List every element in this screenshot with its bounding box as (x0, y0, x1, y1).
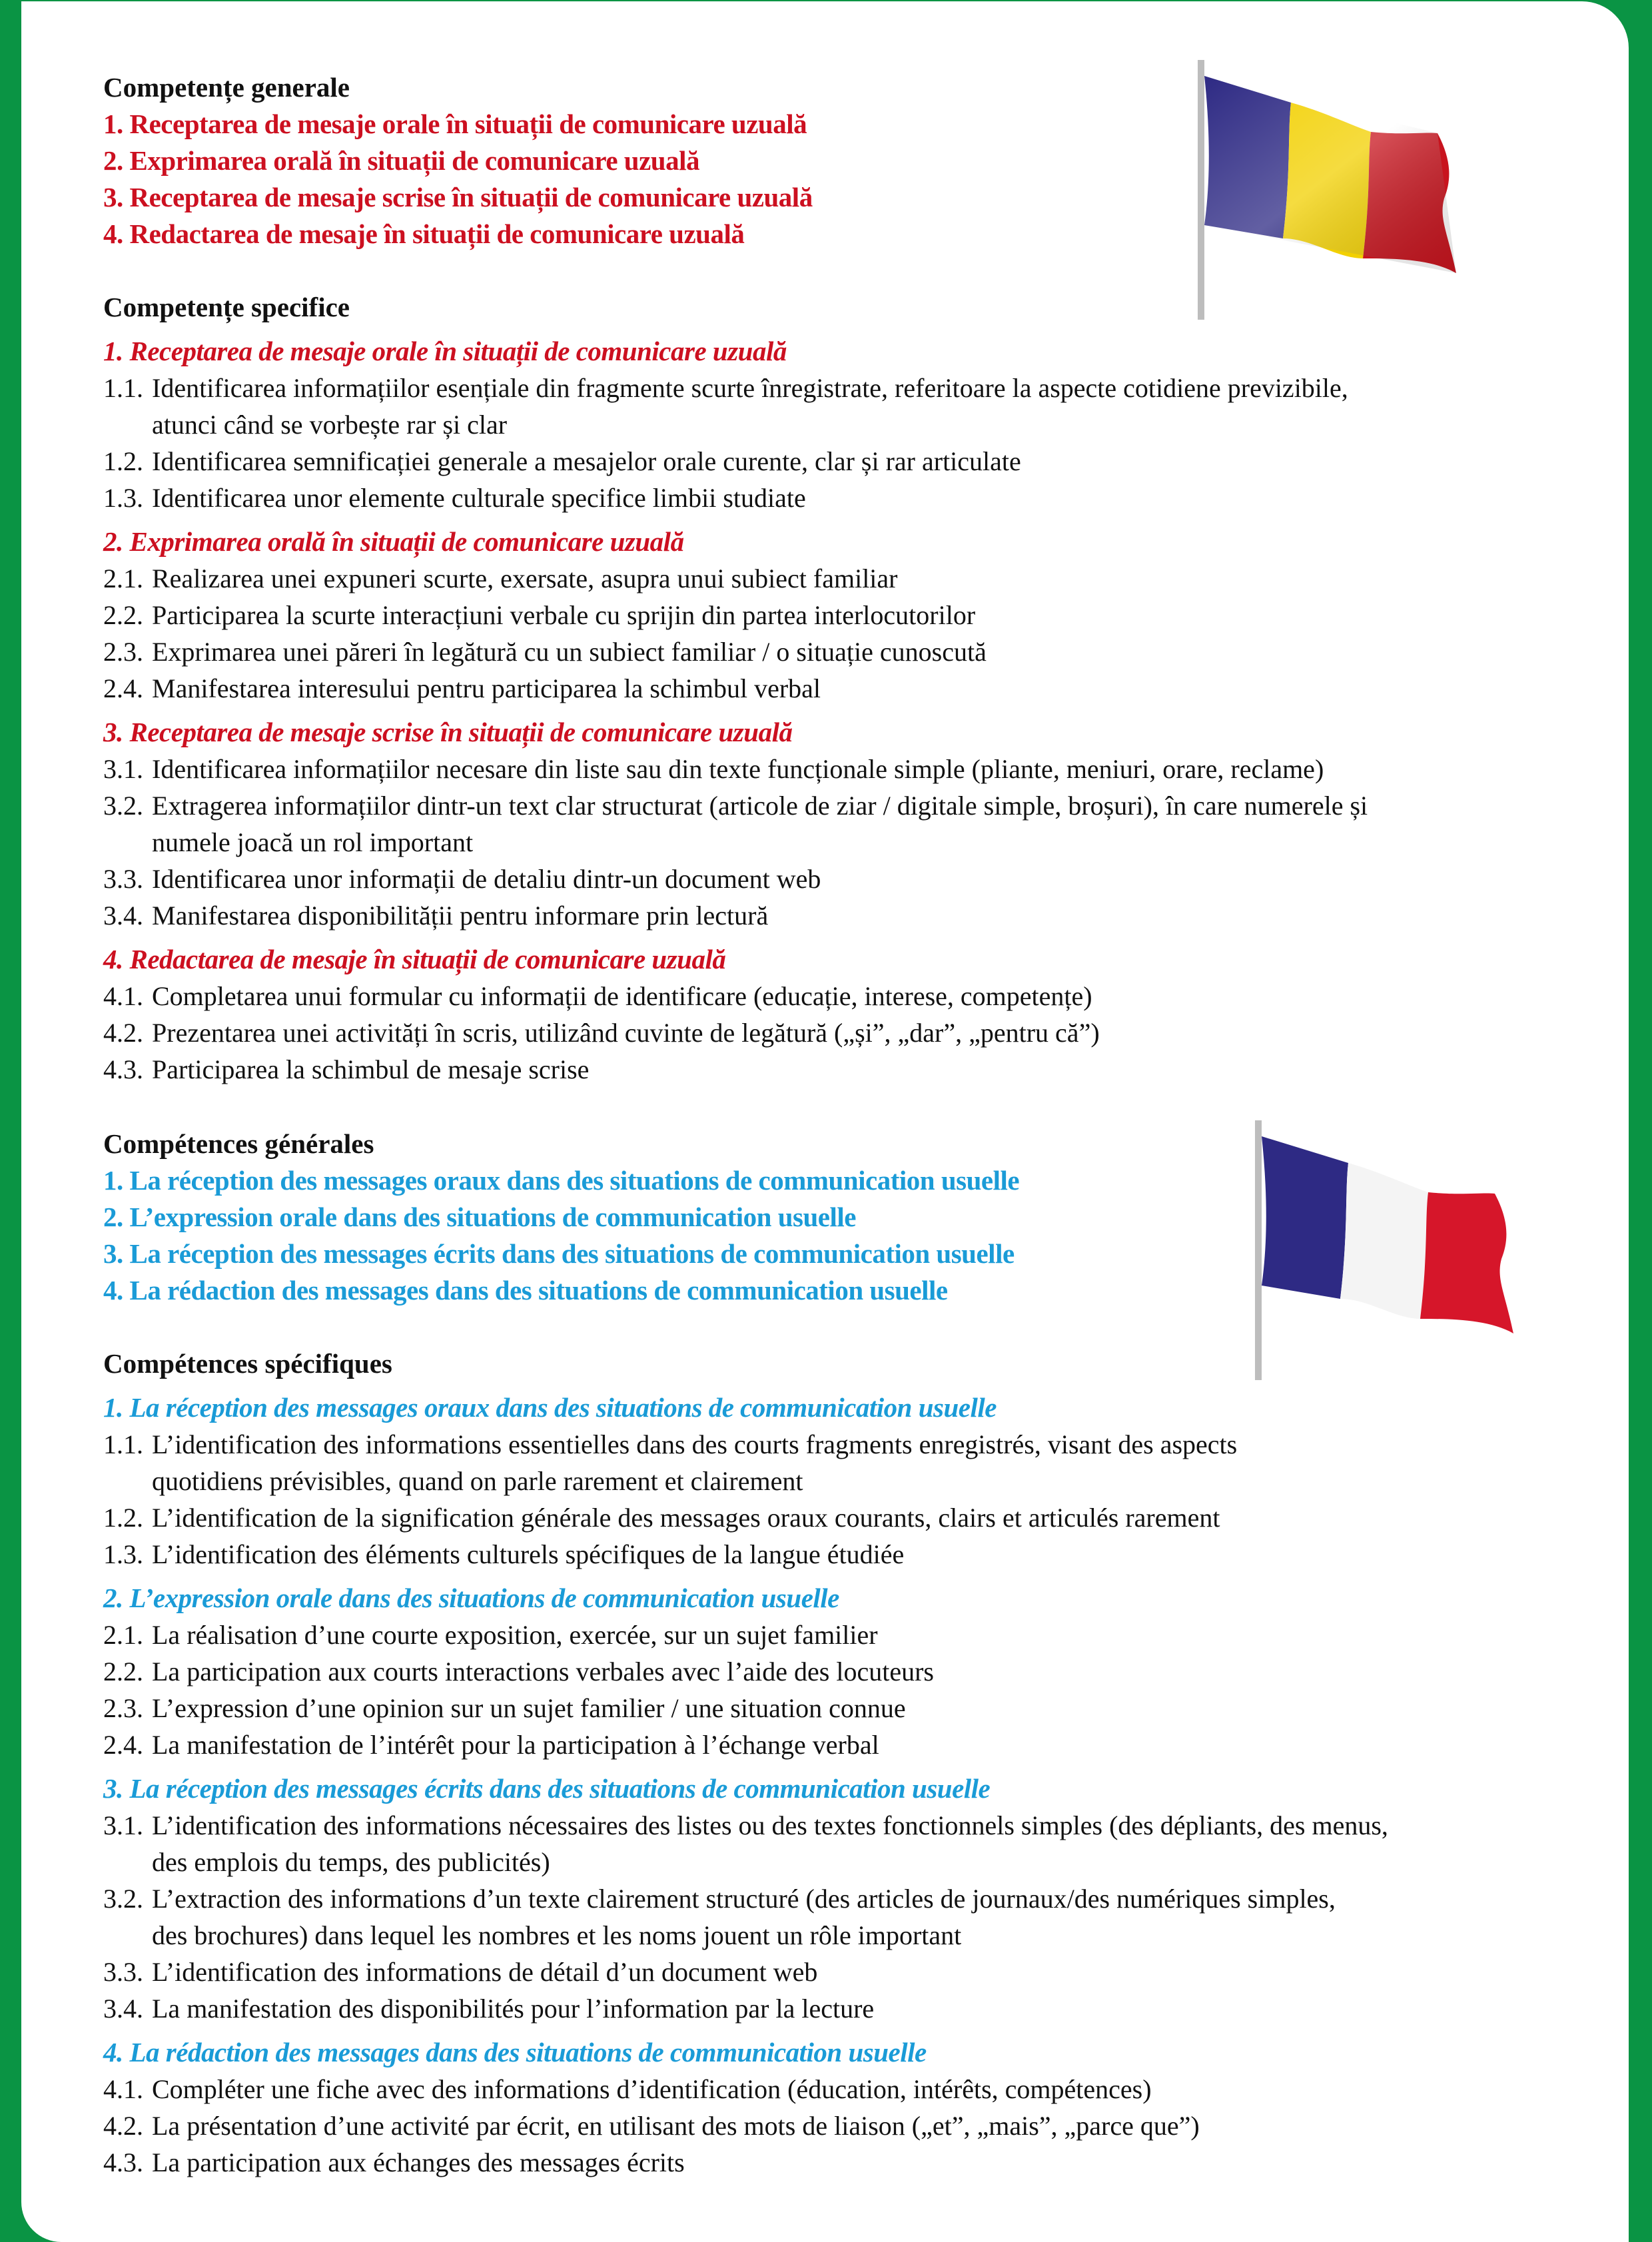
item-number: 3.4. (103, 1994, 143, 2024)
item-text: La présentation d’une activité par écrit, en utilisant des mots de liaison („et”, „mais”, „parce que”) (152, 2111, 1200, 2141)
item-text: Identificarea semnificației generale a mesajelor orale curente, clar și rar articulate (152, 446, 1021, 476)
specific-competence-item (103, 787, 1569, 824)
item-text: La réalisation d’une courte exposition, exercée, sur un sujet familier (152, 1620, 878, 1650)
item-number: 4.3. (103, 2147, 143, 2177)
general-competence-item: 3. Receptarea de mesaje scrise în situații de comunicare uzuală (103, 182, 813, 212)
competence-group-heading: 3. Receptarea de mesaje scrise în situații de comunicare uzuală (103, 717, 793, 747)
specific-competence-item (103, 1690, 1569, 1726)
general-competence-item: 2. Exprimarea orală în situații de comunicare uzuală (103, 145, 699, 176)
general-competence-item: 1. La réception des messages oraux dans des situations de communication usuelle (103, 1165, 1020, 1196)
item-number: 3.3. (103, 1957, 143, 1987)
item-number: 2.2. (103, 600, 143, 630)
item-number: 2.3. (103, 1693, 143, 1723)
specific-competence-item (103, 1726, 1569, 1763)
item-number: 2.1. (103, 563, 143, 593)
item-number: 4.3. (103, 1054, 143, 1084)
item-text: Identificarea unor informații de detaliu dintr-un document web (152, 864, 821, 894)
specific-competence-item (103, 443, 1569, 480)
item-text: L’expression d’une opinion sur un sujet familier / une situation connue (152, 1693, 906, 1723)
item-number: 2.3. (103, 637, 143, 667)
item-number: 2.2. (103, 1657, 143, 1686)
item-text: atunci când se vorbește rar și clar (152, 410, 508, 440)
item-text: Extragerea informațiilor dintr-un text clar structurat (articole de ziar / digitale simple, broșuri), în care numerele și (152, 791, 1368, 821)
specific-competence-item (103, 2071, 1569, 2107)
competence-group-heading: 1. La réception des messages oraux dans des situations de communication usuelle (103, 1392, 997, 1423)
item-number: 3.1. (103, 754, 143, 784)
specific-competence-item (103, 1954, 1569, 1990)
item-number: 1.3. (103, 1539, 143, 1569)
competence-group-heading: 4. Redactarea de mesaje în situații de comunicare uzuală (103, 944, 726, 974)
spacer (103, 1309, 1569, 1345)
section-fr (103, 1088, 1569, 2181)
item-text: L’identification des informations de détail d’un document web (152, 1957, 818, 1987)
spacer (103, 252, 1569, 289)
specific-competences-title: Compétences spécifiques (103, 1348, 392, 1379)
specific-competence-item (103, 1990, 1569, 2027)
item-text: Manifestarea disponibilității pentru informare prin lectură (152, 901, 769, 931)
specific-competence-item (103, 1499, 1569, 1536)
specific-competence-item-continuation (103, 1463, 1569, 1499)
item-number: 4.2. (103, 1018, 143, 1048)
item-number: 2.4. (103, 1730, 143, 1760)
item-number: 3.2. (103, 1884, 143, 1914)
item-text: Completarea unui formular cu informații de identificare (educație, interese, competențe) (152, 981, 1092, 1011)
specific-competence-item (103, 480, 1569, 516)
section-spacer (103, 1088, 1569, 1126)
general-competence-item: 3. La réception des messages écrits dans des situations de communication usuelle (103, 1238, 1015, 1269)
item-text: Identificarea unor elemente culturale specifice limbii studiate (152, 483, 806, 513)
general-competence-item: 4. Redactarea de mesaje în situații de comunicare uzuală (103, 218, 745, 249)
specific-competence-item (103, 370, 1569, 406)
item-number: 3.4. (103, 901, 143, 931)
specific-competence-item (103, 1014, 1569, 1051)
specific-competence-item (103, 978, 1569, 1014)
item-text: Participarea la scurte interacțiuni verbale cu sprijin din partea interlocutorilor (152, 600, 976, 630)
item-text: L’identification des informations nécessaires des listes ou des textes fonctionnels simples (des dépliants, des menus, (152, 1810, 1388, 1840)
general-competence-item: 1. Receptarea de mesaje orale în situații de comunicare uzuală (103, 109, 807, 139)
specific-competence-item (103, 1051, 1569, 1088)
specific-competence-item (103, 897, 1569, 934)
specific-competence-item (103, 1426, 1569, 1463)
item-text: La manifestation des disponibilités pour l’information par la lecture (152, 1994, 875, 2024)
item-text: L’identification des éléments culturels spécifiques de la langue étudiée (152, 1539, 905, 1569)
item-text: La participation aux échanges des messages écrits (152, 2147, 685, 2177)
competence-group-heading: 1. Receptarea de mesaje orale în situații de comunicare uzuală (103, 336, 787, 366)
specific-competence-item (103, 597, 1569, 633)
specific-competence-item (103, 1536, 1569, 1573)
item-number: 3.1. (103, 1810, 143, 1840)
specific-competence-item (103, 1807, 1569, 1844)
item-number: 3.3. (103, 864, 143, 894)
general-competences-title: Competențe generale (103, 72, 350, 103)
item-number: 4.1. (103, 2074, 143, 2104)
item-text: quotidiens prévisibles, quand on parle rarement et clairement (152, 1466, 803, 1496)
specific-competences-title: Competențe specifice (103, 292, 350, 322)
item-number: 3.2. (103, 791, 143, 821)
item-number: 1.2. (103, 446, 143, 476)
item-text: des brochures) dans lequel les nombres et les noms jouent un rôle important (152, 1920, 962, 1950)
item-text: Exprimarea unei păreri în legătură cu un subiect familiar / o situație cunoscută (152, 637, 987, 667)
specific-competence-item-continuation (103, 1844, 1569, 1880)
competence-group-heading: 3. La réception des messages écrits dans des situations de communication usuelle (103, 1773, 991, 1804)
item-number: 1.1. (103, 373, 143, 403)
competences-document (103, 69, 1569, 2181)
competence-group-heading: 2. Exprimarea orală în situații de comunicare uzuală (103, 526, 684, 557)
item-text: La manifestation de l’intérêt pour la participation à l’échange verbal (152, 1730, 879, 1760)
specific-competence-item-continuation (103, 824, 1569, 861)
item-text: La participation aux courts interactions verbales avec l’aide des locuteurs (152, 1657, 934, 1686)
item-number: 2.1. (103, 1620, 143, 1650)
general-competences-title: Compétences générales (103, 1128, 374, 1159)
specific-competence-item (103, 1880, 1569, 1917)
item-number: 2.4. (103, 673, 143, 703)
specific-competence-item-continuation (103, 406, 1569, 443)
general-competence-item: 2. L’expression orale dans des situations de communication usuelle (103, 1202, 856, 1232)
item-number: 1.1. (103, 1429, 143, 1459)
item-text: Realizarea unei expuneri scurte, exersate, asupra unui subiect familiar (152, 563, 898, 593)
specific-competence-item (103, 633, 1569, 670)
specific-competence-item (103, 1653, 1569, 1690)
specific-competence-item (103, 1617, 1569, 1653)
item-number: 4.2. (103, 2111, 143, 2141)
competence-group-heading: 4. La rédaction des messages dans des situations de communication usuelle (103, 2037, 927, 2067)
specific-competence-item (103, 751, 1569, 787)
item-number: 4.1. (103, 981, 143, 1011)
specific-competence-item-continuation (103, 1917, 1569, 1954)
specific-competence-item (103, 2144, 1569, 2181)
item-text: L’identification des informations essentielles dans des courts fragments enregistrés, visant des aspects (152, 1429, 1238, 1459)
item-number: 1.2. (103, 1503, 143, 1533)
item-text: L’identification de la signification générale des messages oraux courants, clairs et articulés rarement (152, 1503, 1220, 1533)
general-competence-item: 4. La rédaction des messages dans des situations de communication usuelle (103, 1275, 948, 1306)
item-text: Participarea la schimbul de mesaje scrise (152, 1054, 590, 1084)
item-number: 1.3. (103, 483, 143, 513)
specific-competence-item (103, 861, 1569, 897)
item-text: Prezentarea unei activități în scris, utilizând cuvinte de legătură („și”, „dar”, „pentru că”) (152, 1018, 1100, 1048)
specific-competence-item (103, 670, 1569, 707)
item-text: Manifestarea interesului pentru participarea la schimbul verbal (152, 673, 821, 703)
item-text: L’extraction des informations d’un texte clairement structuré (des articles de journaux/des numériques simples, (152, 1884, 1336, 1914)
specific-competence-item (103, 2107, 1569, 2144)
section-ro (103, 69, 1569, 1088)
item-text: des emplois du temps, des publicités) (152, 1847, 550, 1877)
item-text: numele joacă un rol important (152, 827, 474, 857)
item-text: Identificarea informațiilor necesare din liste sau din texte funcționale simple (pliante, meniuri, orare, reclame) (152, 754, 1324, 784)
item-text: Identificarea informațiilor esențiale din fragmente scurte înregistrate, referitoare la aspecte cotidiene previzibile, (152, 373, 1348, 403)
competence-group-heading: 2. L’expression orale dans des situations de communication usuelle (103, 1583, 839, 1613)
specific-competence-item (103, 560, 1569, 597)
item-text: Compléter une fiche avec des informations d’identification (éducation, intérêts, compétences) (152, 2074, 1152, 2104)
